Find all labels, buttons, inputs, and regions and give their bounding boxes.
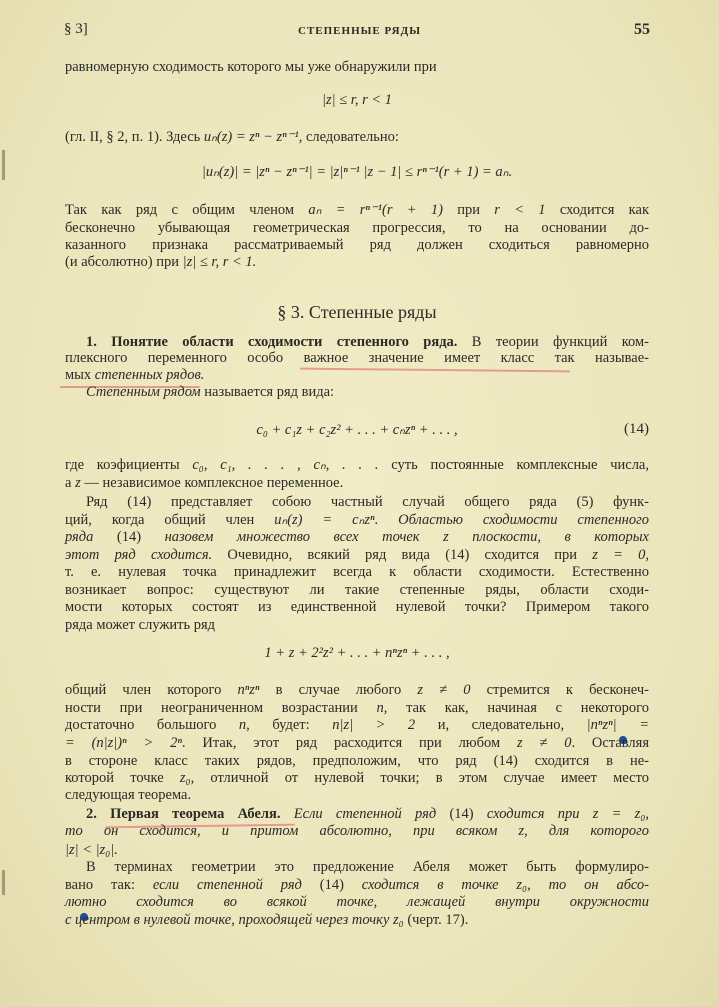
- text-run: § 3. Степенные ряды: [277, 302, 437, 322]
- italic-run: z = 0,: [592, 547, 649, 563]
- text-line: [65, 546, 649, 564]
- text-run: мых: [65, 367, 95, 383]
- text-run: а: [65, 475, 76, 491]
- text-run: называется ряд вида:: [200, 384, 335, 400]
- text-line: [65, 841, 649, 859]
- text-line: [65, 893, 649, 911]
- text-line: [65, 876, 649, 894]
- text-run: В терминах геометрии это предложение Абеля может быть формулиро-: [86, 859, 649, 875]
- text-run: ряда может служить ряд: [65, 617, 216, 633]
- italic-run: uₙ(z) = cₙzⁿ: [274, 512, 375, 528]
- text-run: — независимое комплексное переменное.: [80, 475, 344, 491]
- text-line: [65, 219, 649, 237]
- text-line: [65, 769, 649, 787]
- text-line: [65, 253, 649, 271]
- text-run: плексного переменного особо важное значение имеет класс так называе-: [65, 350, 649, 366]
- formula-line: [65, 644, 649, 662]
- running-head-title: СТЕПЕННЫЕ РЯДЫ: [298, 25, 421, 37]
- formula-line: [65, 421, 649, 439]
- text-run: (гл. II, § 2, п. 1). Здесь: [65, 129, 204, 145]
- text-line: [65, 752, 649, 770]
- italic-run: c₀, c₁, . . . , cₙ, . . .: [192, 457, 379, 473]
- italic-run: z ≠ 0: [516, 735, 572, 751]
- text-run: вано так:: [65, 877, 153, 893]
- italic-run: |z| < |z₀|.: [65, 842, 118, 858]
- italic-run: z₀: [179, 770, 191, 786]
- text-run: , следовательно:: [298, 129, 399, 145]
- text-run: ций, когда общий член: [65, 512, 275, 528]
- italic-run: n: [376, 700, 384, 716]
- italic-run: сходится при z = z₀,: [486, 806, 649, 822]
- italic-run: назовем множество всех точек z плоскости, в которых: [164, 529, 649, 545]
- italic-run: uₙ(z) = zⁿ − zⁿ⁻¹: [203, 129, 299, 145]
- italic-run: |z| ≤ r, r < 1: [321, 92, 393, 108]
- italic-run: Степенным рядом: [86, 384, 201, 400]
- text-run: достаточно большого: [65, 717, 239, 733]
- text-run: (и абсолютно) при: [65, 254, 183, 270]
- formula-line: [65, 91, 649, 109]
- italic-run: c₀ + c₁z + c₂z² + . . . + cₙzⁿ + . . . ,: [256, 422, 458, 438]
- text-line: [65, 366, 649, 384]
- text-run: при: [442, 202, 495, 218]
- page-number: 55: [634, 21, 650, 38]
- italic-run: z: [75, 475, 81, 491]
- italic-run: сходится в точке z₀, то он абсо-: [361, 877, 649, 893]
- text-run: возникает вопрос: существуют ли такие степенные ряды, области сходи-: [65, 582, 649, 598]
- text-line: [65, 474, 649, 492]
- formula-line: [65, 163, 649, 181]
- italic-run: ряда: [65, 529, 94, 545]
- text-line: [65, 616, 649, 634]
- text-run: . Оставляя: [571, 735, 649, 751]
- text-run: мости которых состоят из единственной нулевой точки? Примером такого: [65, 599, 649, 615]
- italic-run: |uₙ(z)| = |zⁿ − zⁿ⁻¹| = |z|ⁿ⁻¹ |z − 1| ≤ rⁿ⁻¹(r + 1) = aₙ.: [201, 164, 513, 180]
- text-run: следующая теорема.: [65, 787, 192, 803]
- text-run: которой точке: [65, 770, 180, 786]
- equation-number: (14): [624, 421, 649, 437]
- text-line: [65, 58, 649, 76]
- italic-run: Если степенной ряд: [280, 806, 437, 822]
- italic-run: n: [238, 717, 247, 733]
- text-line: [65, 598, 649, 616]
- bold-run: 1. Понятие области сходимости степенного ряда.: [86, 334, 458, 350]
- italic-run: |nⁿzⁿ| =: [586, 717, 649, 733]
- text-run: (14): [301, 877, 362, 893]
- text-line: [65, 911, 649, 929]
- italic-run: n|z| > 2: [332, 717, 416, 733]
- text-line: [86, 805, 649, 823]
- text-run: ности при неограниченном возрастании: [65, 700, 377, 716]
- text-line: [65, 786, 649, 804]
- italic-run: лютно сходится во всякой точке, лежащей внутри окружности: [65, 894, 649, 910]
- italic-run: Областью сходимости степенного: [398, 512, 649, 528]
- text-line: [65, 201, 649, 219]
- text-run: (черт. 17).: [403, 912, 469, 928]
- running-head-section: § 3]: [64, 21, 88, 37]
- text-run: казанного признака рассматриваемый ряд должен сходиться равномерно: [65, 237, 649, 253]
- text-line: [65, 236, 649, 254]
- italic-run: = (n|z|)ⁿ > 2ⁿ: [65, 735, 182, 751]
- italic-run: |z| ≤ r, r < 1.: [182, 254, 257, 270]
- text-run: бесконечно убывающая геометрическая прогрессия, то на основании до-: [65, 220, 649, 236]
- text-run: (14): [93, 529, 165, 545]
- text-run: (14): [436, 806, 487, 822]
- italic-run: этот ряд сходится.: [65, 547, 213, 563]
- italic-run: если степенной ряд: [152, 877, 302, 893]
- text-run: и, следовательно,: [415, 717, 587, 733]
- text-run: общий член которого: [65, 682, 238, 698]
- text-line: [65, 128, 649, 146]
- text-line: [86, 858, 649, 876]
- text-run: суть постоянные комплексные числа,: [378, 457, 649, 473]
- text-run: Ряд (14) представляет собою частный случай общего ряда (5) функ-: [86, 494, 649, 510]
- italic-run: 1 + z + 2²z² + . . . + nⁿzⁿ + . . . ,: [264, 645, 450, 661]
- text-line: [65, 349, 649, 367]
- text-run: , будет:: [246, 717, 333, 733]
- italic-run: aₙ = rⁿ⁻¹(r + 1): [308, 202, 443, 218]
- text-line: [65, 716, 649, 734]
- text-line: [65, 822, 649, 840]
- text-line: [65, 563, 649, 581]
- text-run: . Итак, этот ряд расходится при любом: [181, 735, 517, 751]
- text-line: [65, 734, 649, 752]
- text-run: в случае любого: [259, 682, 418, 698]
- text-line: [65, 456, 649, 474]
- italic-run: nⁿzⁿ: [237, 682, 260, 698]
- text-line: [65, 511, 649, 529]
- bold-run: 2. Первая теорема Абеля.: [86, 806, 281, 822]
- text-run: , так как, начиная с некоторого: [383, 700, 649, 716]
- text-run: Так как ряд с общим членом: [65, 202, 309, 218]
- text-run: Очевидно, всякий ряд вида (14) сходится при: [212, 547, 593, 563]
- text-line: [65, 528, 649, 546]
- text-line: [65, 699, 649, 717]
- text-line: [86, 383, 649, 401]
- italic-run: r < 1: [494, 202, 546, 218]
- text-run: .: [374, 512, 399, 528]
- section-heading: [65, 303, 649, 321]
- text-run: где коэфициенты: [65, 457, 193, 473]
- text-run: стремится к бесконеч-: [470, 682, 649, 698]
- text-line: [86, 493, 649, 511]
- italic-run: степенных рядов.: [94, 367, 205, 383]
- italic-run: с центром в нулевой точке, проходящей через точку z₀: [65, 912, 404, 928]
- text-line: [65, 581, 649, 599]
- text-run: , отличной от нулевой точки; в этом случае имеет место: [190, 770, 649, 786]
- text-run: в стороне класс таких рядов, предположим, что ряд (14) сходится в не-: [65, 753, 649, 769]
- italic-run: то он сходится, и притом абсолютно, при всяком z, для которого: [65, 823, 649, 839]
- text-line: [65, 681, 649, 699]
- text-run: равномерную сходимость которого мы уже обнаружили при: [65, 59, 437, 75]
- text-run: сходится как: [545, 202, 649, 218]
- text-run: В теории функций ком-: [457, 334, 649, 350]
- text-run: т. е. нулевая точка принадлежит всегда к области сходимости. Естественно: [65, 564, 649, 580]
- italic-run: z ≠ 0: [417, 682, 471, 698]
